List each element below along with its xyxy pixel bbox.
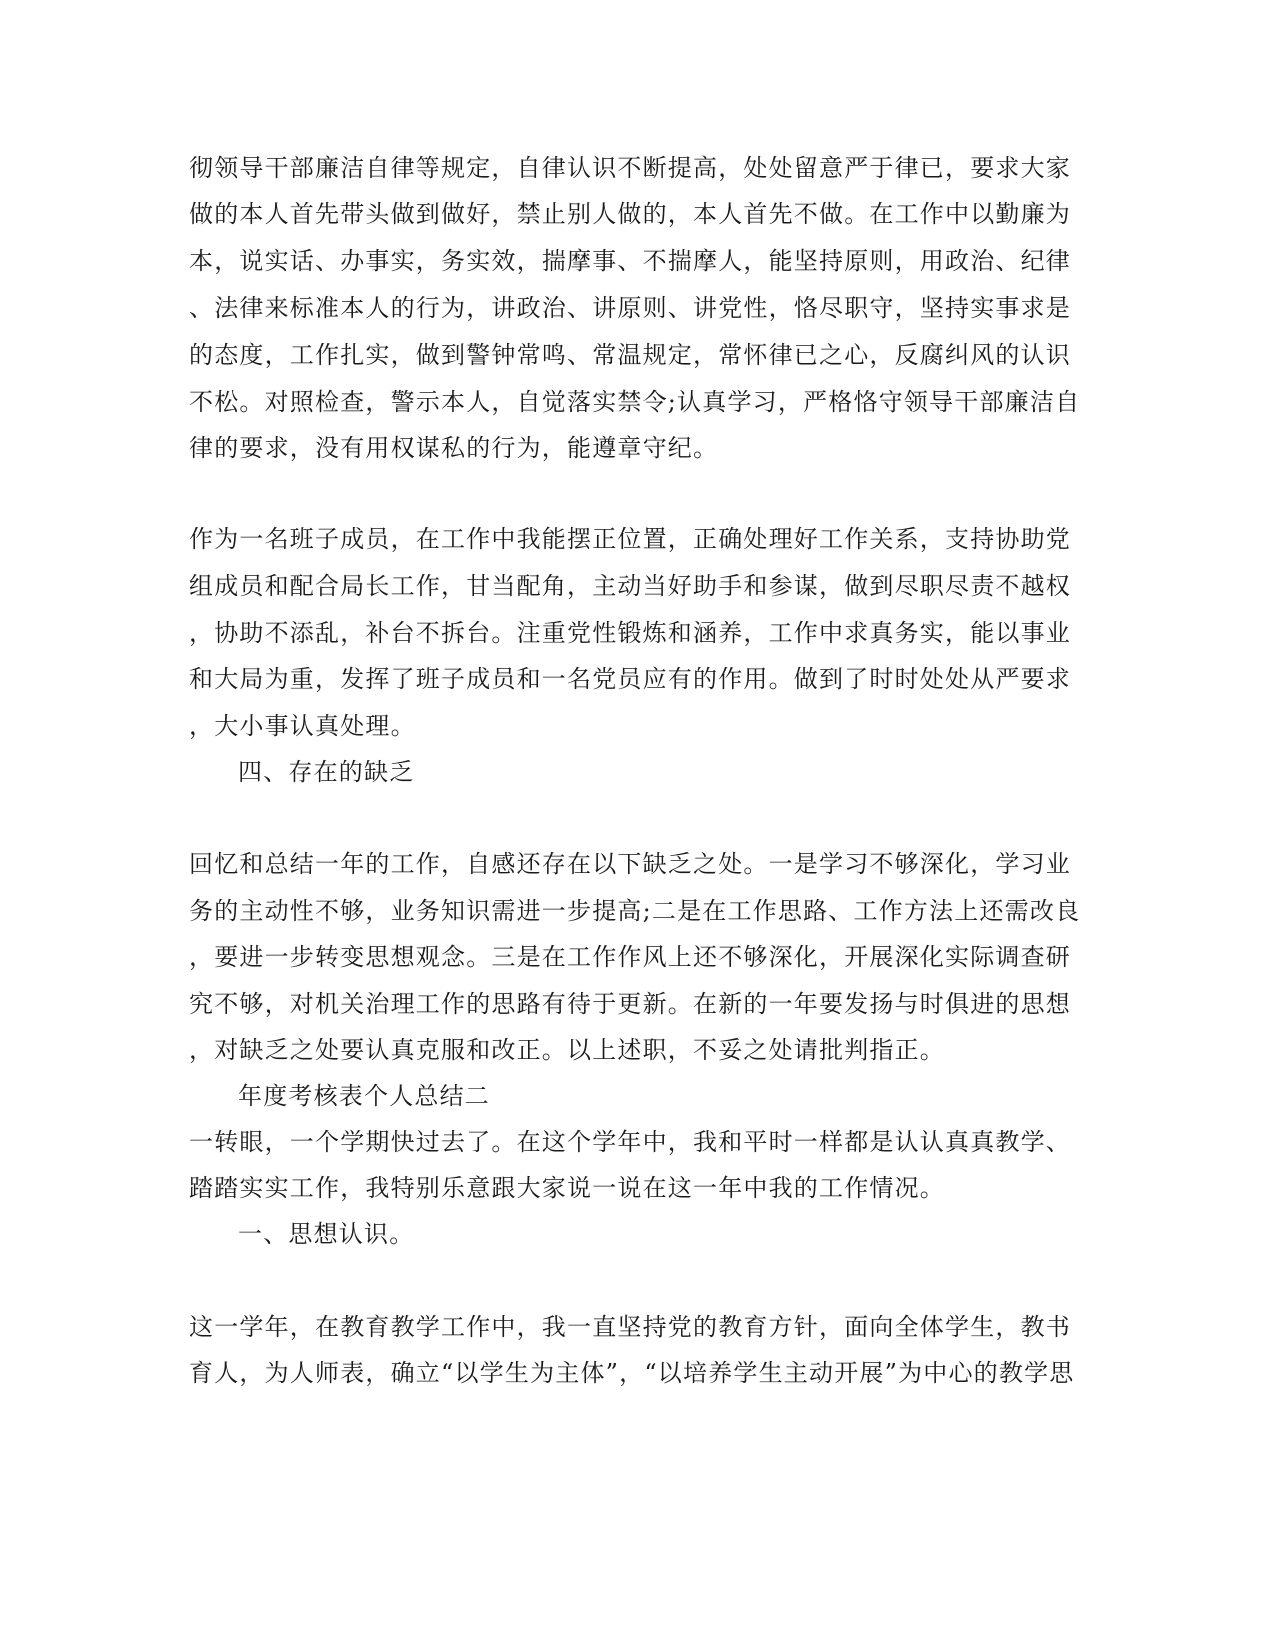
text-line: 组成员和配合局长工作，甘当配角，主动当好助手和参谋，做到尽职尽责不越权 xyxy=(189,572,1071,600)
text-line: 做的本人首先带头做到做好，禁止别人做的，本人首先不做。在工作中以勤廉为 xyxy=(189,200,1071,228)
text-line: ，大小事认真处理。 xyxy=(189,712,416,740)
text-line: 育人，为人师表，确立“以学生为主体”，“以培养学生主动开展”为中心的教学思 xyxy=(189,1359,1075,1387)
text-line: 律的要求，没有用权谋私的行为，能遵章守纪。 xyxy=(189,434,719,462)
text-line: 回忆和总结一年的工作，自感还存在以下缺乏之处。一是学习不够深化，学习业 xyxy=(189,850,1071,878)
text-line: 一转眼，一个学期快过去了。在这个学年中，我和平时一样都是认认真真教学、 xyxy=(189,1128,1071,1156)
text-line: 这一学年，在教育教学工作中，我一直坚持党的教育方针，面向全体学生，教书 xyxy=(189,1313,1071,1341)
section-heading: 四、存在的缺乏 xyxy=(238,758,415,786)
text-line: 本，说实话、办事实，务实效，揣摩事、不揣摩人，能坚持原则，用政治、纪律 xyxy=(189,247,1071,275)
text-line: 的态度，工作扎实，做到警钟常鸣、常温规定，常怀律已之心，反腐纠风的认识 xyxy=(189,341,1071,369)
text-line: ，协助不添乱，补台不拆台。注重党性锻炼和涵养，工作中求真务实，能以事业 xyxy=(189,619,1071,647)
text-line: ，对缺乏之处要认真克服和改正。以上述职，不妥之处请批判指正。 xyxy=(189,1036,945,1064)
text-line: 作为一名班子成员，在工作中我能摆正位置，正确处理好工作关系，支持协助党 xyxy=(189,525,1071,553)
text-line: 、法律来标准本人的行为，讲政治、讲原则、讲党性，恪尽职守，坚持实事求是 xyxy=(189,294,1071,322)
text-line: 彻领导干部廉洁自律等规定，自律认识不断提高，处处留意严于律已，要求大家 xyxy=(189,154,1071,182)
section-heading: 一、思想认识。 xyxy=(238,1220,415,1248)
text-line: ，要进一步转变思想观念。三是在工作作风上还不够深化，开展深化实际调查研 xyxy=(189,943,1071,971)
text-line: 究不够，对机关治理工作的思路有待于更新。在新的一年要发扬与时俱进的思想 xyxy=(189,990,1071,1018)
text-line: 不松。对照检查，警示本人，自觉落实禁令;认真学习，严格恪守领导干部廉洁自 xyxy=(189,388,1081,416)
section-heading: 年度考核表个人总结二 xyxy=(238,1082,490,1110)
text-line: 务的主动性不够，业务知识需进一步提高;二是在工作思路、工作方法上还需改良 xyxy=(189,897,1081,925)
text-line: 踏踏实实工作，我特别乐意跟大家说一说在这一年中我的工作情况。 xyxy=(189,1174,945,1202)
text-line: 和大局为重，发挥了班子成员和一名党员应有的作用。做到了时时处处从严要求 xyxy=(189,665,1071,693)
